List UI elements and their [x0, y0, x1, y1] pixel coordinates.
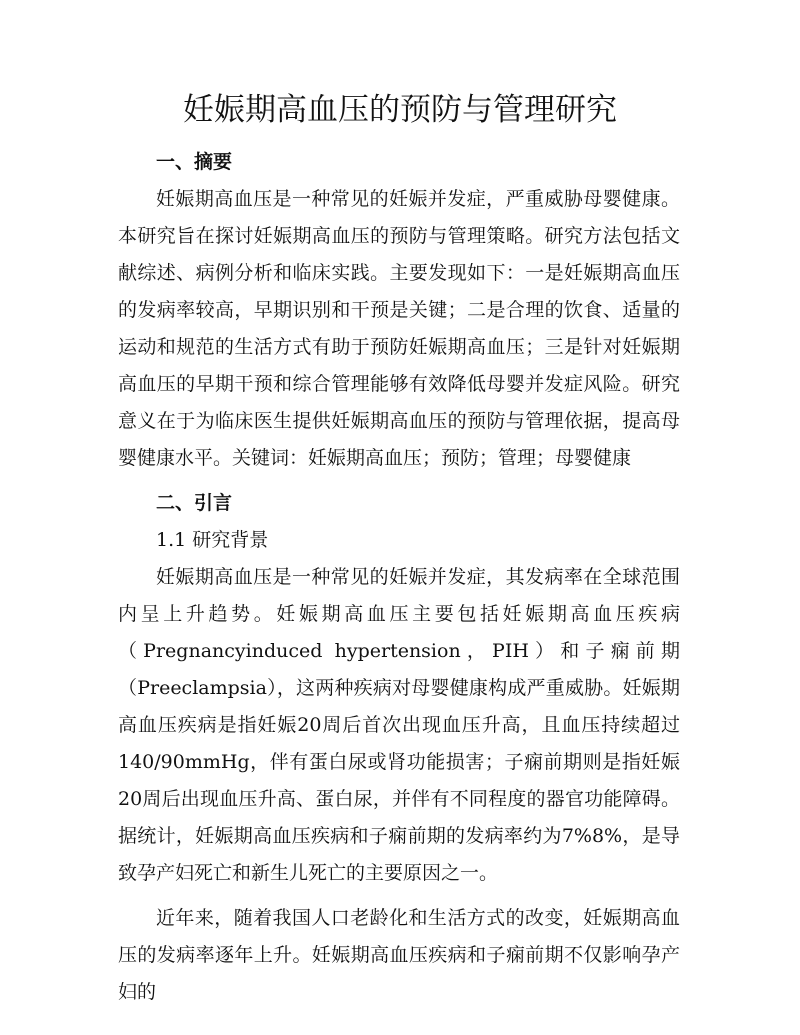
- continuation-paragraph: 近年来，随着我国人口老龄化和生活方式的改变，妊娠期高血压的发病率逐年上升。妊娠期高血压疾病和子痫前期不仅影响孕产妇的: [118, 907, 680, 1003]
- section-spacer: [118, 477, 680, 485]
- paragraph-spacer: [118, 892, 680, 900]
- abstract-paragraph: 妊娠期高血压是一种常见的妊娠并发症，严重威胁母婴健康。本研究旨在探讨妊娠期高血压的预防与管理策略。研究方法包括文献综述、病例分析和临床实践。主要发现如下：一是妊娠期高血压的发病率较高，早期识别和干预是关键；二是合理的饮食、适量的运动和规范的生活方式有助于预防妊娠期高血压；三是针对妊娠期高血压的早期干预和综合管理能够有效降低母婴并发症风险。研究意义在于为临床医生提供妊娠期高血压的预防与管理依据，提高母婴健康水平。关键词：妊娠期高血压；预防；管理；母婴健康: [118, 188, 680, 469]
- introduction-heading: 二、引言: [156, 492, 233, 514]
- document-title: 妊娠期高血压的预防与管理研究: [183, 92, 617, 128]
- research-background-subheading: 1.1 研究背景: [156, 529, 269, 551]
- abstract-heading: 一、摘要: [156, 151, 233, 173]
- research-background-paragraph: 妊娠期高血压是一种常见的妊娠并发症，其发病率在全球范围内呈上升趋势。妊娠期高血压主要包括妊娠期高血压疾病（Pregnancyinduced hypertension，PIH）和子痫前期（Preeclampsia），这两种疾病对母婴健康构成严重威胁。妊娠期高血压疾病是指妊娠20周后首次出现血压升高，且血压持续超过140/90mmHg，伴有蛋白尿或肾功能损害；子痫前期则是指妊娠20周后出现血压升高、蛋白尿，并伴有不同程度的器官功能障碍。据统计，妊娠期高血压疾病和子痫前期的发病率约为7%8%，是导致孕产妇死亡和新生儿死亡的主要原因之一。: [118, 566, 680, 884]
- document-body: [118, 144, 680, 1011]
